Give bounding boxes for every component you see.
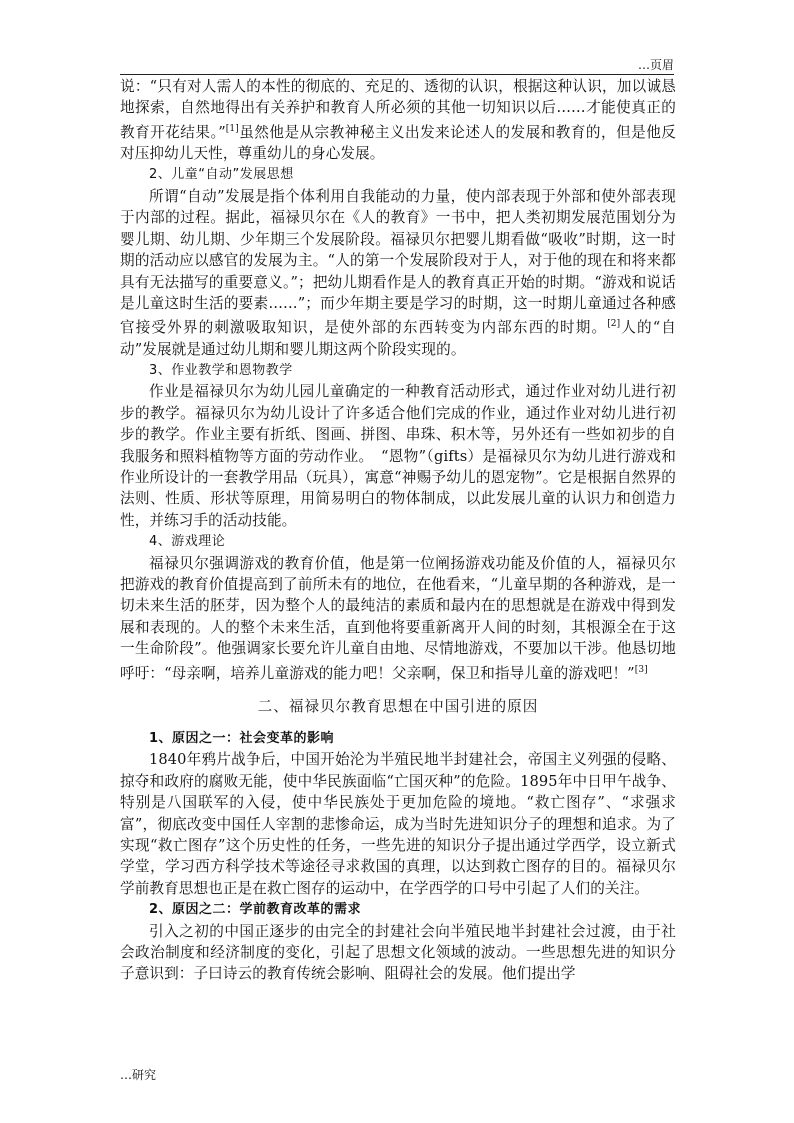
citation: [1] bbox=[225, 123, 239, 134]
paragraph bbox=[120, 186, 676, 360]
paragraph: 作业是福禄贝尔为幼儿园儿童确定的一种教育活动形式，通过作业对幼儿进行初步的教学。福禄贝尔为幼儿设计了许多适合他们完成的作业，通过作业对幼儿进行初步的教学。作业主要有折纸、图画、拼图、串珠、积木等，另外还有一些如初步的自我服务和照料植物等方面的劳动作业。 “恩物”（gifts）是福禄贝尔为幼儿进行游戏和作业所设计的一套教学用品（玩具），寓意“神赐予幼儿的恩宠物”。它是根据自然界的法则、性质、形状等原理，用简易明白的物体制成，以此发展儿童的认识力和创造力性，并练习手的活动技能。 bbox=[120, 383, 676, 529]
document-body bbox=[120, 76, 676, 985]
subheading: 3、作业教学和恩物教学 bbox=[149, 363, 293, 378]
page-footer: …研究 bbox=[120, 1068, 157, 1082]
subheading: 2、原因之二：学前教育改革的需求 bbox=[149, 902, 362, 918]
paragraph-text: 人的“自动”发展就是通过幼儿期和婴儿期这两个阶段实现的。 bbox=[120, 319, 676, 358]
paragraph: 1840年鸦片战争后，中国开始沦为半殖民地半封建社会，帝国主义列强的侵略、掠夺和政府的腐败无能，使中华民族面临“亡国灭种”的危险。1895年中日甲午战争、特别是八国联军的入侵，使中华民族处于更加危险的境地。“救亡图存”、“求强求富”，彻底改变中国任人宰割的悲惨命运，成为当时先进知识分子的理想和追求。为了实现“救亡图存”这个历史性的任务，一些先进的知识分子提出通过学西学，设立新式学堂，学习西方科学技术等途径寻求救国的真理，以达到救亡图存的目的。福禄贝尔学前教育思想也正是在救亡图存的运动中，在学西学的口号中引起了人们的关注。 bbox=[120, 751, 676, 897]
paragraph bbox=[120, 553, 676, 684]
paragraph-text: 所谓“自动”发展是指个体利用自我能动的力量，使内部表现于外部和使外部表现于内部的过程。据此，福禄贝尔在《人的教育》一书中，把人类初期发展范围划分为婴儿期、幼儿期、少年期三个发展阶段。福禄贝尔把婴儿期看做“吸收”时期，这一时期的活动应以感官的发展为主。“人的第一个发展阶段对于人，对于他的现在和将来都具有无法描写的重要意义。”；把幼儿期看作是人的教育真正开始的时期。“游戏和说话是儿童这时生活的要素……”；而少年期主要是学习的时期，这一时期儿童通过各种感官接受外界的刺激吸取知识，是使外部的东西转变为内部东西的时期。 bbox=[120, 187, 676, 337]
header-text: …页眉 bbox=[637, 58, 674, 72]
citation: [2] bbox=[607, 319, 621, 330]
citation: [3] bbox=[634, 664, 648, 675]
paragraph-text: 说：“只有对人需人的本性的彻底的、充足的、透彻的认识，根据这种认识，加以诚恳地探索，自然地得出有关养护和教育人所必须的其他一切知识以后……才能使真正的教育开花结果。” bbox=[120, 78, 676, 141]
subheading: 4、游戏理论 bbox=[149, 534, 226, 550]
subheading: 2、儿童“自动”发展思想 bbox=[149, 167, 294, 183]
paragraph-text: 福禄贝尔强调游戏的教育价值，他是第一位阐扬游戏功能及价值的人，福禄贝尔把游戏的教育价值提高到了前所未有的地位，在他看来，“儿童早期的各种游戏，是一切未来生活的胚芽，因为整个人的最纯洁的素质和最内在的思想就是在游戏中得到发展和表现的。人的整个未来生活，直到他将要重新离开人间的时刻，其根源全在于这一生命阶段”。他强调家长要允许儿童自由地、尽情地游戏，不要加以干涉。他恳切地呼吁：“母亲啊，培养儿童游戏的能力吧！父亲啊，保卫和指导儿童的游戏吧！” bbox=[120, 554, 676, 682]
page-header bbox=[120, 58, 674, 75]
subheading: 1、原因之一：社会变革的影响 bbox=[149, 730, 335, 746]
section-heading: 二、福禄贝尔教育思想在中国引进的原因 bbox=[257, 697, 539, 715]
paragraph bbox=[120, 76, 676, 164]
paragraph-text: 虽然他是从宗教神秘主义出发来论述人的发展和教育的，但是他反对压抑幼儿天性，尊重幼儿的身心发展。 bbox=[120, 123, 676, 163]
paragraph: 引入之初的中国正逐步的由完全的封建社会向半殖民地半封建社会过渡，由于社会政治制度和经济制度的变化，引起了思想文化领域的波动。一些思想先进的知识分子意识到：子曰诗云的教育传统会影响、阻碍社会的发展。他们提出学 bbox=[120, 922, 676, 983]
